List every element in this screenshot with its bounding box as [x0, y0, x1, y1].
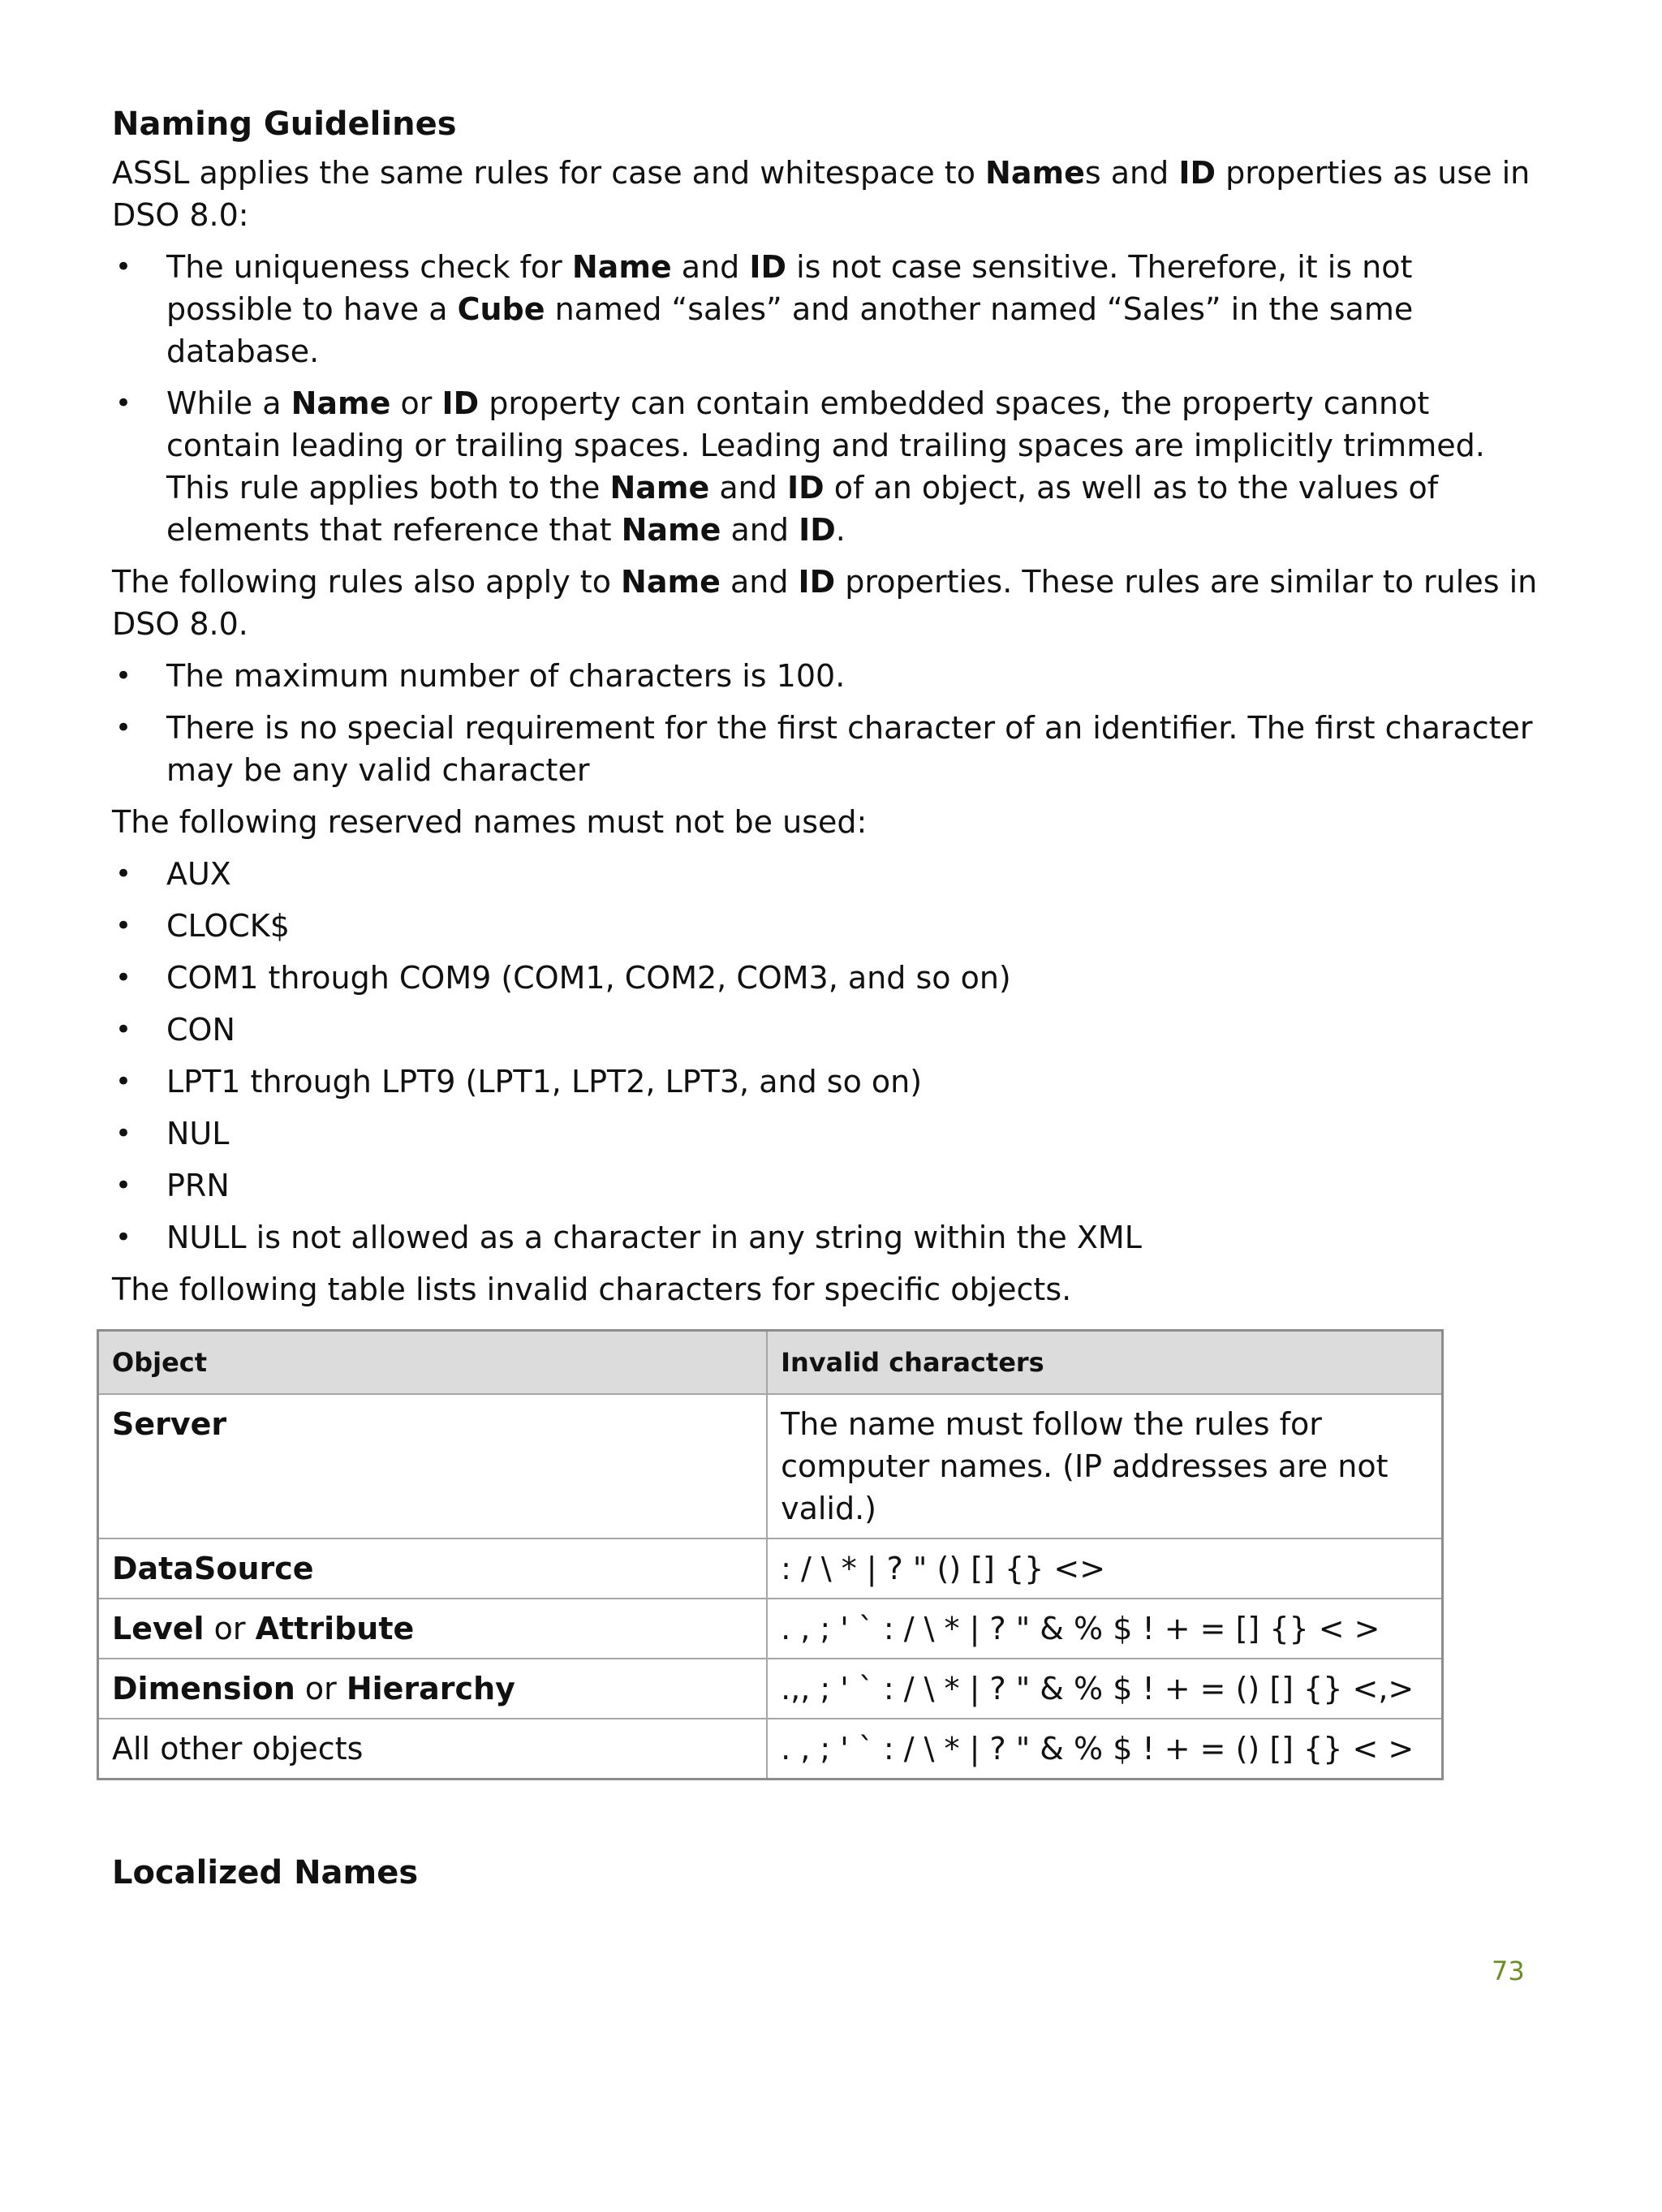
- section-heading: Naming Guidelines: [112, 105, 457, 143]
- column-header-invalid-characters: Invalid characters: [767, 1331, 1442, 1395]
- bullet-icon: •: [115, 1013, 132, 1046]
- list-item-text: There is no special requirement for the first character of an identifier. The first character may be any valid character: [166, 710, 1533, 788]
- bullet-icon: •: [115, 1221, 132, 1254]
- list-item: [112, 853, 1540, 895]
- list-item-text: and: [721, 512, 799, 548]
- bold-term: ID: [786, 470, 825, 506]
- list-item: [112, 382, 1540, 551]
- invalid-chars-cell: . , ; ' ` : / \ * | ? " & % $ ! + = () [] {} < >: [767, 1719, 1442, 1779]
- list-item: [112, 1164, 1540, 1207]
- list-item-text: property can contain embedded spaces, the property cannot contain leading or trailing spaces. Leading and trailing spaces are implicitly trimmed. This rule applies both to the: [166, 385, 1485, 506]
- list-item-text: and: [671, 249, 750, 285]
- page-content: [112, 101, 1540, 1320]
- object-name: Dimension: [112, 1671, 295, 1706]
- table-row: [98, 1659, 1443, 1719]
- bullet-icon: •: [115, 712, 132, 744]
- list-item-text: CLOCK$: [166, 908, 290, 944]
- bold-term: Name: [609, 470, 710, 506]
- case-rules-list: [112, 246, 1540, 551]
- bold-term: Name: [571, 249, 672, 285]
- list-item-text: CON: [166, 1012, 235, 1048]
- list-item-text: While a: [166, 385, 291, 421]
- object-cell: [98, 1394, 768, 1539]
- list-item: [112, 1216, 1540, 1259]
- intro-bold-id: ID: [1178, 155, 1216, 191]
- bullet-icon: •: [115, 387, 132, 420]
- column-header-object: Object: [98, 1331, 768, 1395]
- invalid-chars-cell: . , ; ' ` : / \ * | ? " & % $ ! + = [] {} < >: [767, 1599, 1442, 1659]
- intro-text: properties as use in DSO 8.0:: [112, 155, 1531, 233]
- list-item-text: named “sales” and another named “Sales” in the same database.: [166, 291, 1414, 369]
- object-connector: or: [204, 1611, 256, 1646]
- list-item-text: COM1 through COM9 (COM1, COM2, COM3, and so on): [166, 960, 1011, 996]
- localized-names-heading: Localized Names: [112, 1854, 419, 1891]
- list-item: [112, 957, 1540, 999]
- bold-term: Name: [621, 512, 721, 548]
- bullet-icon: •: [115, 1169, 132, 1202]
- table-row: [98, 1599, 1443, 1659]
- list-item-text: NULL is not allowed as a character in any string within the XML: [166, 1220, 1142, 1255]
- table-header-row: [98, 1331, 1443, 1395]
- reserved-names-list: [112, 853, 1540, 1259]
- list-item-text: The uniqueness check for: [166, 249, 572, 285]
- list-item-text: or: [390, 385, 442, 421]
- table-row: [98, 1539, 1443, 1599]
- rules-text: The following rules also apply to: [112, 564, 622, 600]
- object-cell: All other objects: [98, 1719, 768, 1779]
- invalid-chars-cell: : / \ * | ? " () [] {} <>: [767, 1539, 1442, 1599]
- invalid-characters-table: [97, 1329, 1444, 1780]
- bold-term: Name: [291, 385, 391, 421]
- list-item: [112, 707, 1540, 791]
- invalid-chars-cell: .,, ; ' ` : / \ * | ? " & % $ ! + = () [] {} <,>: [767, 1659, 1442, 1719]
- list-item-text: and: [709, 470, 787, 506]
- bullet-icon: •: [115, 910, 132, 942]
- list-item-text: NUL: [166, 1116, 230, 1151]
- table-intro: The following table lists invalid characters for specific objects.: [112, 1272, 1072, 1307]
- reserved-intro: The following reserved names must not be used:: [112, 804, 868, 840]
- intro-bold-name: Name: [985, 155, 1085, 191]
- table-row: [98, 1394, 1443, 1539]
- intro-text: ASSL applies the same rules for case and whitespace to: [112, 155, 986, 191]
- object-name: Server: [112, 1406, 227, 1442]
- bullet-icon: •: [115, 962, 132, 994]
- list-item-text: .: [835, 512, 846, 548]
- list-item-text: LPT1 through LPT9 (LPT1, LPT2, LPT3, and so on): [166, 1064, 923, 1100]
- bullet-icon: •: [115, 251, 132, 283]
- rules-text: and: [720, 564, 799, 600]
- bold-term: Cube: [457, 291, 545, 327]
- object-connector: or: [295, 1671, 347, 1706]
- bold-term: ID: [441, 385, 480, 421]
- list-item: [112, 1009, 1540, 1051]
- list-item-text: AUX: [166, 856, 231, 892]
- object-name: Level: [112, 1611, 205, 1646]
- list-item: [112, 1061, 1540, 1103]
- list-item: [112, 655, 1540, 697]
- identifier-rules-list: [112, 655, 1540, 791]
- list-item: [112, 1112, 1540, 1155]
- rules-paragraph: [112, 561, 1540, 645]
- rules-text: properties. These rules are similar to rules in DSO 8.0.: [112, 564, 1538, 642]
- invalid-chars-cell: The name must follow the rules for computer names. (IP addresses are not valid.): [767, 1394, 1442, 1539]
- bullet-icon: •: [115, 1065, 132, 1098]
- page-number: 73: [1492, 1956, 1525, 1986]
- invalid-characters-table-wrap: [97, 1329, 1444, 1780]
- intro-text: s and: [1084, 155, 1179, 191]
- bold-term: ID: [799, 512, 836, 548]
- bold-term: Name: [621, 564, 721, 600]
- bullet-icon: •: [115, 858, 132, 890]
- intro-paragraph: [112, 152, 1540, 236]
- list-item-text: of an object, as well as to the values of elements that reference that: [166, 470, 1439, 548]
- table-row: [98, 1719, 1443, 1779]
- object-cell: [98, 1539, 768, 1599]
- bullet-icon: •: [115, 1117, 132, 1150]
- list-item-text: PRN: [166, 1168, 230, 1203]
- object-cell: [98, 1659, 768, 1719]
- bold-term: ID: [798, 564, 836, 600]
- bold-term: ID: [749, 249, 787, 285]
- object-name: Hierarchy: [346, 1671, 515, 1706]
- list-item: [112, 905, 1540, 947]
- bullet-icon: •: [115, 660, 132, 692]
- object-name: Attribute: [255, 1611, 415, 1646]
- object-name: DataSource: [112, 1551, 314, 1586]
- list-item-text: is not case sensitive. Therefore, it is not possible to have a: [166, 249, 1413, 327]
- object-cell: [98, 1599, 768, 1659]
- list-item-text: The maximum number of characters is 100.: [166, 658, 846, 694]
- list-item: [112, 246, 1540, 372]
